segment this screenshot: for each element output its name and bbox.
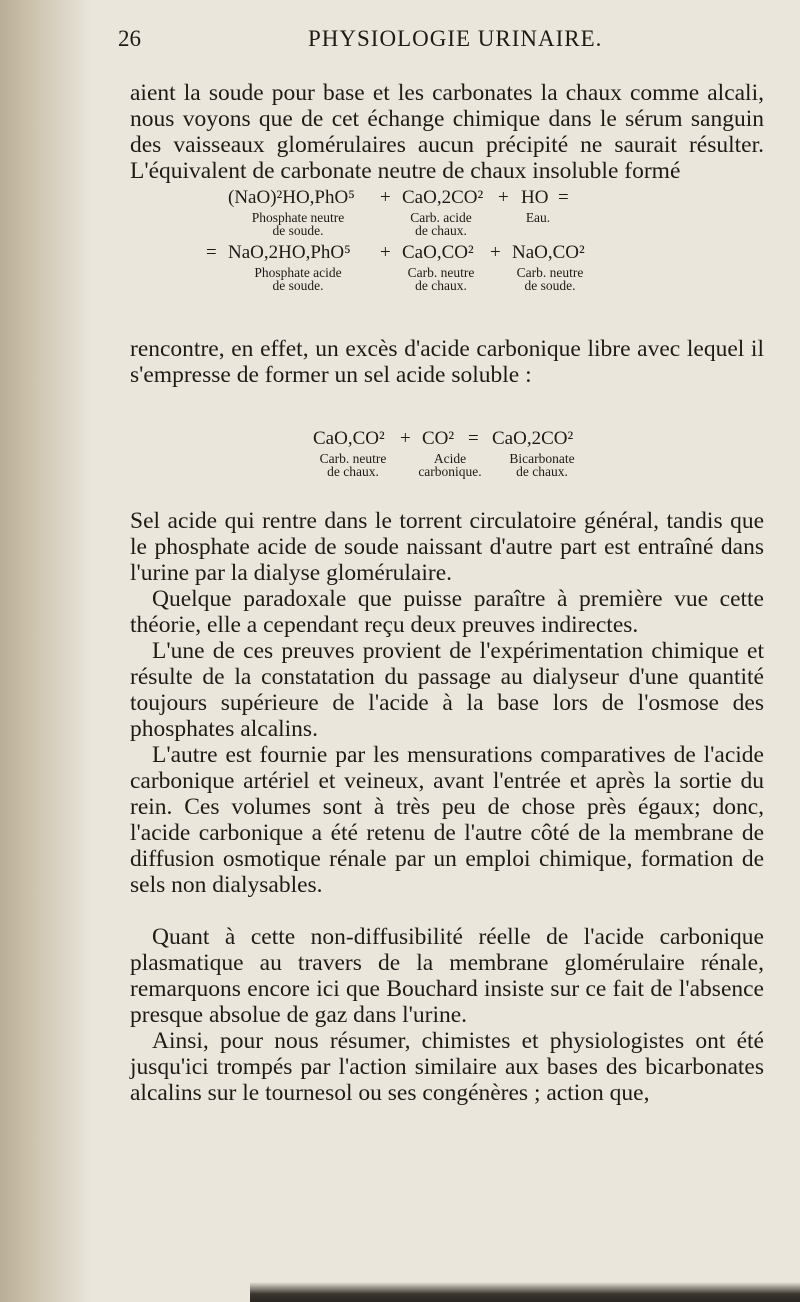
caption-line: Phosphate neutre [251,210,345,225]
eq2-plus: + [400,428,411,449]
eq2-caption [298,452,408,478]
eq1-product-soda: NaO,CO² [512,242,585,263]
paragraph-4: Quelque paradoxale que puisse paraître à première vue cette théorie, elle a cependant reçu deux preuves indirectes. [130,586,764,638]
book-gutter [0,0,92,1302]
page-number: 26 [118,26,141,51]
running-title: PHYSIOLOGIE URINAIRE. [308,26,603,51]
eq1-equals: = [206,242,217,263]
book-page [118,0,778,1302]
paragraph-7: Quant à cette non-diffusibilité réelle de l'acide carbonique plasmatique au travers de la membrane glomérulaire rénale, remarquons encore ici que Bouchard insiste sur ce fait de l'absence presque absolue de gaz dans l'urine. [130,924,764,1028]
eq2-reactant-co2: CO² [422,428,455,449]
eq1-caption [500,266,600,292]
eq1-plus: + [490,242,501,263]
eq1-reactant-carbonate: CaO,2CO² [402,187,484,208]
eq2-caption [492,452,592,478]
caption-line: de chaux. [516,464,568,479]
page-header [118,26,778,56]
caption-line: de chaux. [327,464,379,479]
eq1-plus: + [380,187,391,208]
paragraph-8: Ainsi, pour nous résumer, chimistes et physiologistes ont été jusqu'ici trompés par l'action similaire aux bases des bicarbonates alcalins sur le tournesol ou ses congénères ; action que, [130,1028,764,1106]
eq1-caption [218,266,378,292]
caption-line: de soude. [524,278,576,293]
paragraph-6: L'autre est fournie par les mensurations comparatives de l'acide carbonique artériel et veineux, avant l'entrée et après la sortie du rein. Ces volumes sont à très peu de chose près égaux; donc, l'acide carbonique a été retenu de l'autre côté de la membrane de diffusion osmotique rénale par un emploi chimique, formation de sels non dialysables. [130,742,764,898]
eq2-caption [408,452,492,478]
caption-line: Carb. neutre [516,265,584,280]
eq2-equals: = [468,428,479,449]
eq1-plus: + [380,242,391,263]
paragraph-3: Sel acide qui rentre dans le torrent circulatoire général, tandis que le phosphate acide de soude naissant d'autre part est entraîné dans l'urine par la dialyse glomérulaire. [130,508,764,586]
caption-line: Bicarbonate [509,451,575,466]
eq1-product-carbonate: CaO,CO² [402,242,474,263]
caption-line: de chaux. [415,223,467,238]
caption-line: Carb. neutre [319,451,387,466]
eq1-reactant-water: HO [521,187,549,208]
eq1-reactant-phosphate: (NaO)²HO,PhO⁵ [228,187,355,208]
eq1-caption [508,211,568,224]
eq1-plus: + [498,187,509,208]
caption-line: de soude. [272,223,324,238]
caption-line: Acide [433,451,467,466]
caption-line: Phosphate acide [254,265,342,280]
eq1-caption [386,211,496,237]
eq1-caption [386,266,496,292]
caption-line: Carb. neutre [407,265,475,280]
caption-line: carbonique. [418,464,482,479]
caption-line: Carb. acide [410,210,472,225]
paragraph-1: aient la soude pour base et les carbonates la chaux comme alcali, nous voyons que de cet échange chimique dans le sérum sanguin des vaisseaux glomérulaires aucun précipité ne saurait résulter. L'équivalent de carbonate neutre de chaux insoluble formé [130,80,764,184]
paragraph-2: rencontre, en effet, un excès d'acide carbonique libre avec lequel il s'empresse de former un sel acide soluble : [130,336,764,388]
eq1-equals: = [558,187,569,208]
caption-line: Eau. [525,210,551,225]
caption-line: de chaux. [415,278,467,293]
caption-line: de soude. [272,278,324,293]
paragraph-5: L'une de ces preuves provient de l'expérimentation chimique et résulte de la constatation du passage au dialyseur d'une quantité toujours supérieure de l'acide à la base lors de l'osmose des phosphates alcalins. [130,638,764,742]
eq1-caption [218,211,378,237]
eq1-product-phosphate: NaO,2HO,PhO⁵ [228,242,351,263]
eq2-product-bicarbonate: CaO,2CO² [492,428,574,449]
eq2-reactant-carbonate: CaO,CO² [313,428,385,449]
